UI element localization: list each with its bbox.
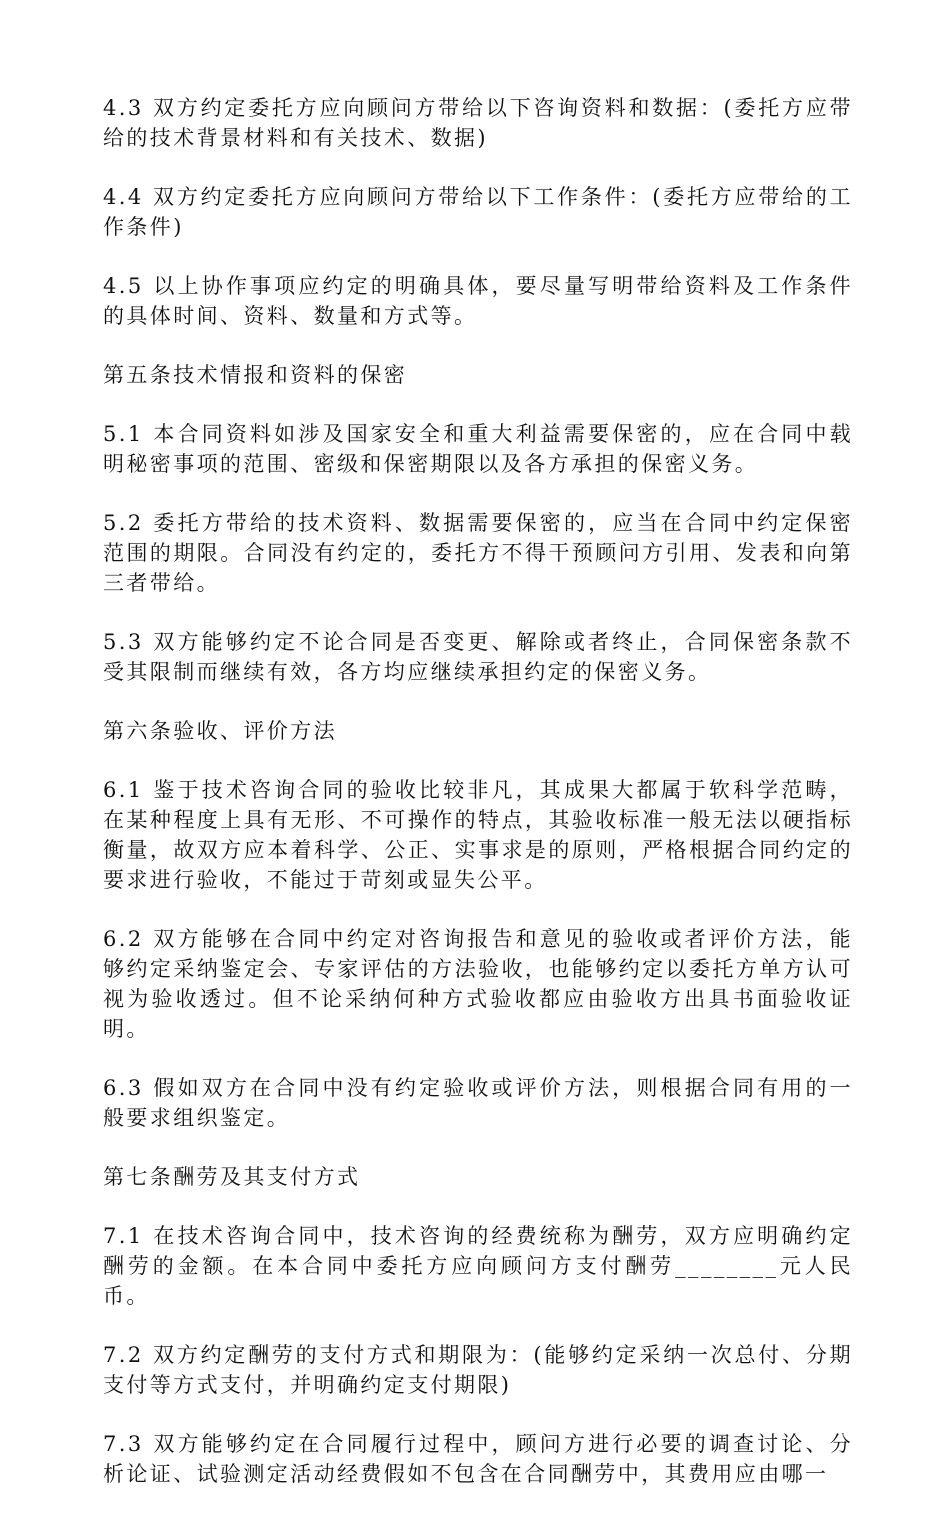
document-page [103, 93, 853, 1518]
article-7-heading: 第七条酬劳及其支付方式 [103, 1165, 361, 1189]
clause-4-4: 4.4 双方约定委托方应向顾问方带给以下工作条件：(委托方应带给的工作条件) [103, 185, 853, 239]
clause-6-1: 6.1 鉴于技术咨询合同的验收比较非凡，其成果大都属于软科学范畴，在某种程度上具有无形、不可操作的特点，其验收标准一般无法以硬指标衡量，故双方应本着科学、公正、实事求是的原则，严格根据合同约定的要求进行验收，不能过于苛刻或显失公平。 [103, 778, 853, 892]
clause-5-2: 5.2 委托方带给的技术资料、数据需要保密的，应当在合同中约定保密范围的期限。合同没有约定的，委托方不得干预顾问方引用、发表和向第三者带给。 [103, 511, 853, 595]
clause-4-3: 4.3 双方约定委托方应向顾问方带给以下咨询资料和数据：(委托方应带给的技术背景材料和有关技术、数据) [103, 96, 853, 150]
clause-6-3: 6.3 假如双方在合同中没有约定验收或评价方法，则根据合同有用的一般要求组织鉴定。 [103, 1076, 853, 1130]
article-5-heading: 第五条技术情报和资料的保密 [103, 363, 408, 387]
clause-5-3: 5.3 双方能够约定不论合同是否变更、解除或者终止，合同保密条款不受其限制而继续有效，各方均应继续承担约定的保密义务。 [103, 630, 853, 684]
clause-4-5: 4.5 以上协作事项应约定的明确具体，要尽量写明带给资料及工作条件的具体时间、资料、数量和方式等。 [103, 274, 853, 328]
article-6-heading: 第六条验收、评价方法 [103, 719, 337, 743]
clause-5-1: 5.1 本合同资料如涉及国家安全和重大利益需要保密的，应在合同中载明秘密事项的范围、密级和保密期限以及各方承担的保密义务。 [103, 422, 853, 476]
clause-6-2: 6.2 双方能够在合同中约定对咨询报告和意见的验收或者评价方法，能够约定采纳鉴定会、专家评估的方法验收，也能够约定以委托方单方认可视为验收透过。但不论采纳何种方式验收都应由验收方出具书面验收证明。 [103, 927, 853, 1041]
clause-7-1: 7.1 在技术咨询合同中，技术咨询的经费统称为酬劳，双方应明确约定酬劳的金额。在本合同中委托方应向顾问方支付酬劳________元人民币。 [103, 1224, 853, 1308]
clause-7-3: 7.3 双方能够约定在合同履行过程中，顾问方进行必要的调查讨论、分析论证、试验测定活动经费假如不包含在合同酬劳中，其费用应由哪一 [103, 1432, 853, 1486]
clause-7-2: 7.2 双方约定酬劳的支付方式和期限为：(能够约定采纳一次总付、分期支付等方式支付，并明确约定支付期限) [103, 1343, 853, 1397]
